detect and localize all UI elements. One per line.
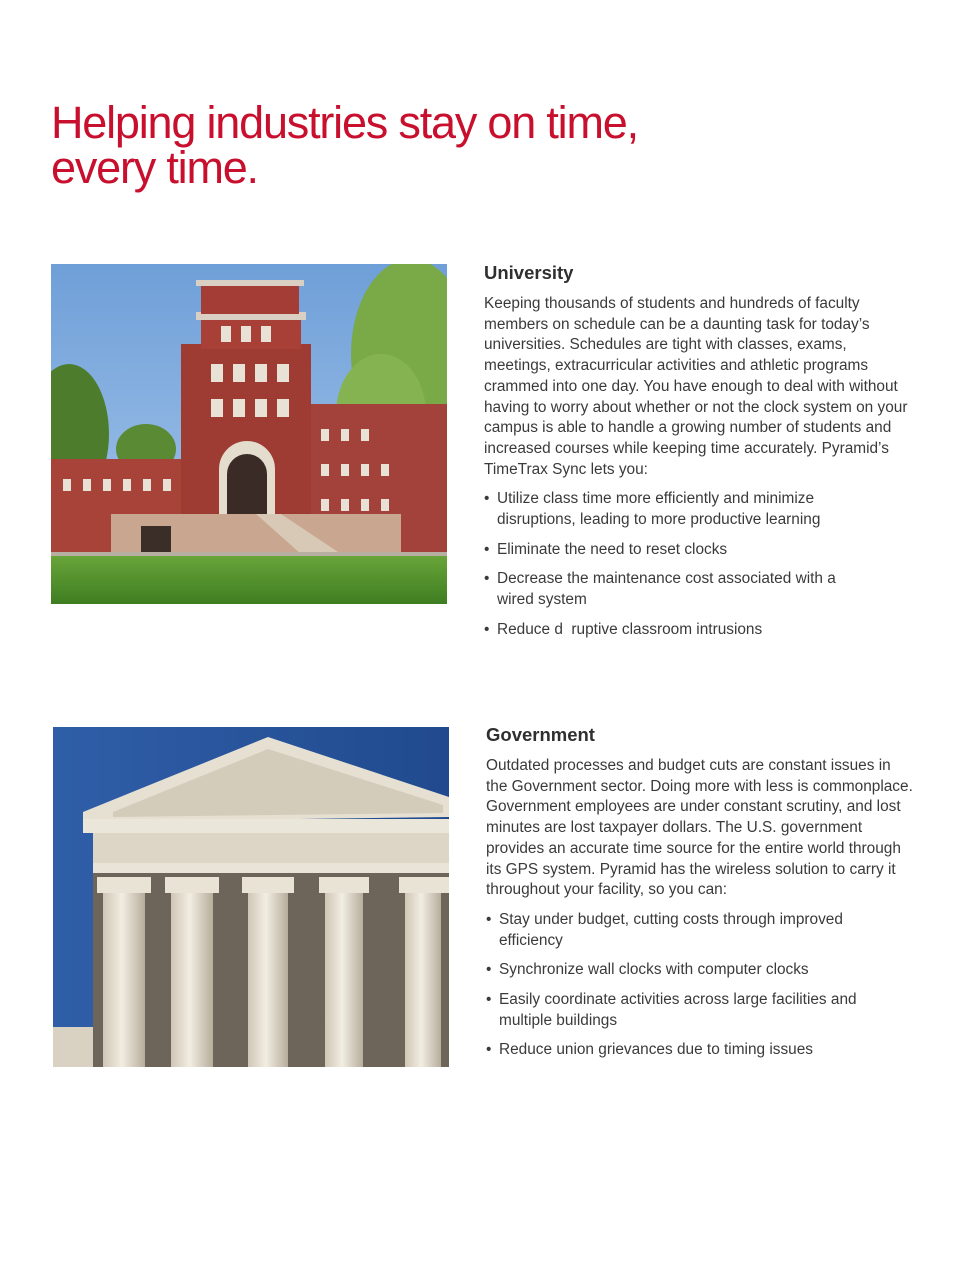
courthouse-columns-illustration	[53, 727, 449, 1067]
list-item: • Reduce union grievances due to timing issues	[486, 1040, 916, 1061]
list-item: • Utilize class time more efficiently and minimize disruptions, leading to more productive learning	[484, 489, 847, 530]
government-heading: Government	[486, 724, 595, 745]
list-item: • Easily coordinate activities across large facilities and multiple buildings	[486, 990, 859, 1031]
list-item: • Synchronize wall clocks with computer clocks	[486, 960, 916, 981]
list-item: • Eliminate the need to reset clocks	[484, 540, 914, 561]
government-building-photo	[53, 727, 449, 1067]
university-bullet-list	[484, 489, 914, 640]
list-item: • Stay under budget, cutting costs through improved efficiency	[486, 910, 889, 951]
government-bullet-list	[486, 910, 916, 1061]
list-item: • Reduce d ruptive classroom intrusions	[484, 620, 914, 641]
university-building-illustration	[51, 264, 447, 604]
headline-line-2: every time.	[51, 142, 258, 193]
headline-line-1: Helping industries stay on time,	[51, 97, 638, 148]
university-paragraph: Keeping thousands of students and hundreds of faculty members on schedule can be a daunting task for today’s universities. Schedules are tight with classes, exams, meetings, extracurricular activities and athletic programs crammed into one day. You have enough to deal with without having to worry about whether or not the clock system on your campus is able to handle a growing number of students and increased courses while keeping time accurately. Pyramid’s TimeTrax Sync lets you:	[484, 295, 908, 478]
page-headline	[51, 97, 638, 193]
government-paragraph: Outdated processes and budget cuts are constant issues in the Government sector. Doing more with less is commonplace. Government employees are under constant scrutiny, and lost minutes are lost taxpayer dollars. The U.S. government provides an accurate time source for the entire world through its GPS system. Pyramid has the wireless solution to carry it throughout your facility, so you can:	[486, 757, 913, 899]
list-item: • Decrease the maintenance cost associated with a wired system	[484, 569, 857, 610]
university-section	[484, 262, 914, 650]
university-building-photo	[51, 264, 447, 604]
government-section	[486, 724, 916, 1070]
university-heading: University	[484, 262, 574, 283]
